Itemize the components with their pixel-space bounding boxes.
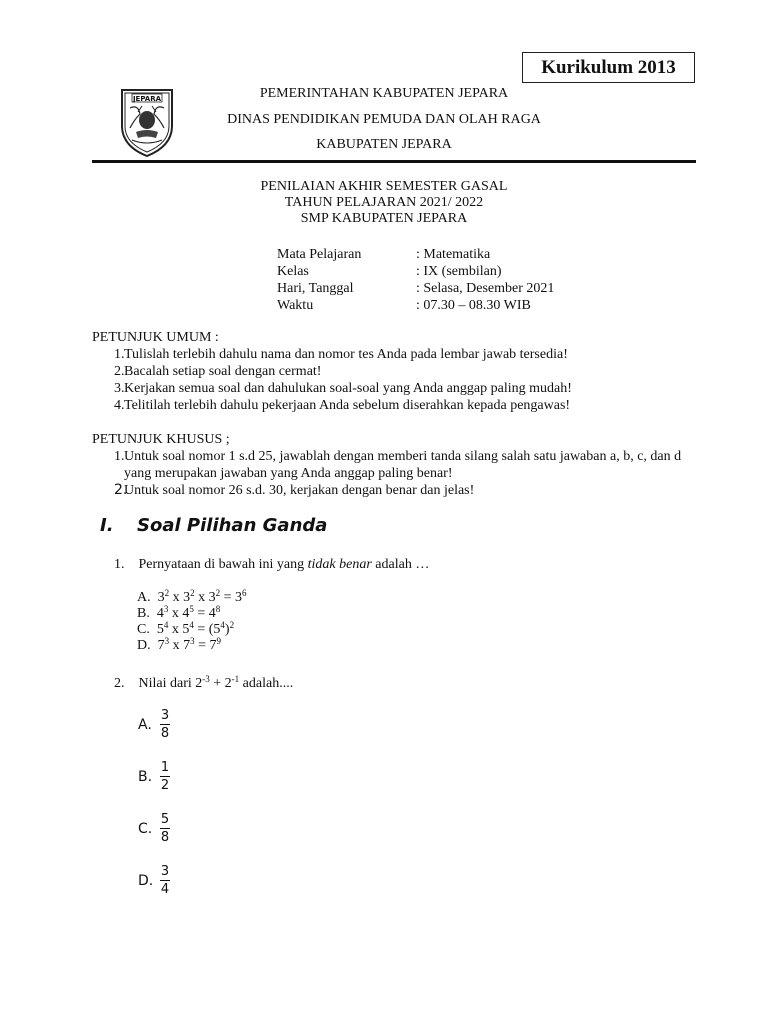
- exam-title: PENILAIAN AKHIR SEMESTER GASAL: [260, 179, 508, 194]
- info-row-subject: Mata Pelajaran : Matematika: [277, 247, 491, 262]
- general-instructions-title: PETUNJUK UMUM :: [92, 330, 219, 345]
- info-row-time: Waktu : 07.30 – 08.30 WIB: [277, 298, 531, 313]
- info-row-date: Hari, Tanggal : Selasa, Desember 2021: [277, 281, 555, 296]
- option-c: C. $5^4$ x $5^4 = (5^4)^2$: [137, 620, 235, 637]
- fraction: $\frac{3}{8}$: [160, 708, 170, 741]
- option-d: D. $\frac{3}{4}$: [138, 864, 170, 897]
- logo-text: JEPARA: [132, 95, 162, 103]
- general-instructions: [92, 329, 684, 414]
- list-item: 2. Untuk soal nomor 26 s.d. 30, kerjakan dengan benar dan jelas!: [114, 482, 475, 498]
- list-item: 1. Tulislah terlebih dahulu nama dan nomor tes Anda pada lembar jawab tersedia!: [114, 347, 568, 362]
- fraction: $\frac{1}{2}$: [160, 760, 170, 793]
- option-b: B. $\frac{1}{2}$: [138, 760, 170, 793]
- option-a: A. $\frac{3}{8}$: [138, 708, 170, 741]
- option-a: A. $3^2$ x $3^2$ x $3^2 = 3^6$: [137, 588, 247, 605]
- info-row-class: Kelas : IX (sembilan): [277, 264, 502, 279]
- special-instructions: [92, 431, 684, 499]
- section-heading: [100, 515, 327, 536]
- list-item: 4. Telitilah terlebih dahulu pekerjaan Anda sebelum diserahkan kepada pengawas!: [114, 398, 571, 413]
- fraction: $\frac{3}{4}$: [160, 864, 170, 897]
- list-item: 2. Bacalah setiap soal dengan cermat!: [114, 364, 322, 379]
- question-1-options: [137, 590, 247, 654]
- header-department: DINAS PENDIDIKAN PEMUDA DAN OLAH RAGA: [227, 112, 541, 127]
- option-d: D. $7^3$ x $7^3 = 7^9$: [137, 636, 222, 653]
- curriculum-badge: Kurikulum 2013: [522, 52, 695, 83]
- question-2: 2. Nilai dari $2^{-3} + 2^{-1}$ adalah....: [114, 674, 294, 691]
- header-government: PEMERINTAHAN KABUPATEN JEPARA: [259, 86, 509, 101]
- exam-school: SMP KABUPATEN JEPARA: [300, 211, 468, 226]
- list-item: 3. Kerjakan semua soal dan dahulukan soal-soal yang Anda anggap paling mudah!: [114, 381, 572, 396]
- question-number: 1.: [114, 557, 125, 572]
- fraction: $\frac{5}{8}$: [160, 812, 170, 845]
- header-regency: KABUPATEN JEPARA: [316, 137, 452, 152]
- header-divider: [92, 160, 696, 163]
- exam-info: [277, 246, 554, 314]
- question-1: 1. Pernyataan di bawah ini yang tidak benar adalah …: [114, 557, 430, 572]
- section-number: I.: [100, 515, 114, 536]
- list-item: 1. Untuk soal nomor 1 s.d 25, jawablah dengan memberi tanda silang salah satu jawaban a, b, c, dan d yang merupakan jawaban yang Anda anggap paling benar!: [114, 449, 682, 481]
- option-c: C. $\frac{5}{8}$: [138, 812, 170, 845]
- option-b: B. $4^3$ x $4^5 = 4^8$: [137, 604, 221, 621]
- special-instructions-title: PETUNJUK KHUSUS ;: [92, 432, 230, 447]
- section-title: Soal Pilihan Ganda: [137, 515, 328, 536]
- exam-year: TAHUN PELAJARAN 2021/ 2022: [284, 195, 484, 210]
- question-number: 2.: [114, 676, 125, 691]
